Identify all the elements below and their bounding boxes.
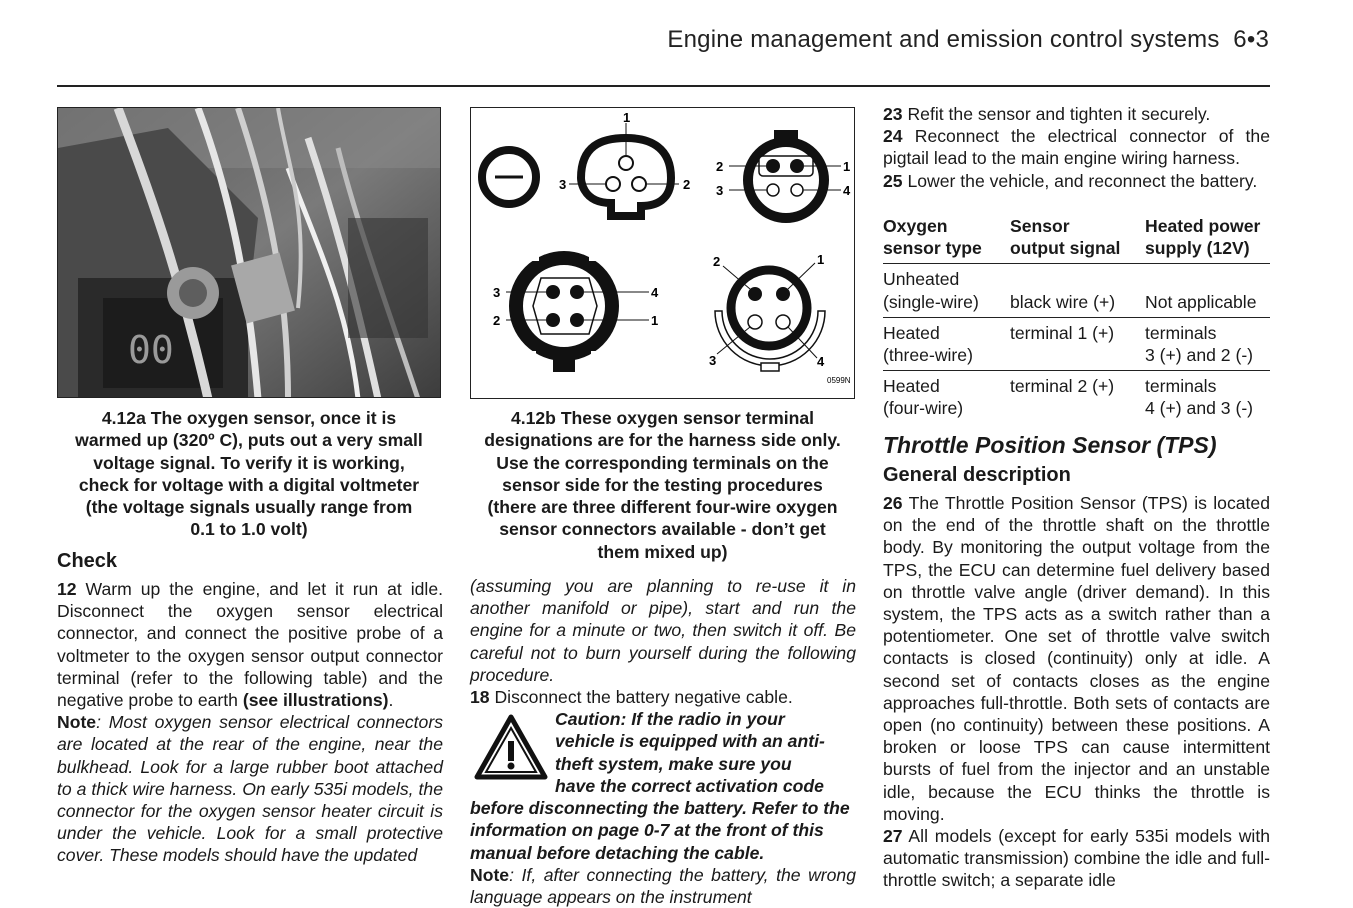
column-3-bottom — [883, 430, 1270, 892]
meter-display: 00 — [128, 328, 174, 372]
paragraph-number: 12 — [57, 579, 77, 599]
paragraph-text: Lower the vehicle, and reconnect the battery. — [902, 170, 1258, 191]
note-text: : Most oxygen sensor electrical connectors are located at the rear of the engine, near the bulkhead. Look for a large rubber boot attached to a thick wire harness. On early 535i models, the connector for the oxygen sensor heater circuit is under the vehicle. Look for a small protective cover. These models should have the updated — [57, 712, 443, 866]
paragraph-27 — [883, 825, 1270, 892]
terminal-diagram — [470, 107, 855, 399]
column-header: Oxygen sensor type — [883, 215, 1010, 264]
column-header: Sensor output signal — [1010, 215, 1145, 264]
note-paragraph — [57, 711, 443, 866]
caution-rest: before disconnecting the battery. Refer to the information on page 0-7 at the front of this manual before detaching the cable. — [470, 798, 850, 863]
note-label: Note — [470, 864, 510, 885]
paragraph-text: Warm up the engine, and let it run at idle. Disconnect the oxygen sensor electrical connector, and connect the positive probe of a voltmeter to the oxygen sensor output connector terminal (refer to the following table) and the negative probe to earth — [57, 579, 443, 711]
caption-line: sensor side for the testing procedures — [502, 474, 823, 495]
label-3: 3 — [716, 183, 724, 198]
caption-line: sensor connectors available - don’t get — [499, 519, 826, 540]
label-1: 1 — [843, 159, 851, 174]
paragraph-text: Disconnect the battery negative cable. — [489, 687, 793, 708]
note-paragraph — [470, 864, 856, 908]
minus-connector-icon — [482, 150, 536, 204]
paragraph-18 — [470, 686, 856, 708]
header-title: Engine management and emission control systems — [667, 26, 1220, 53]
caution-line: theft system, make sure you — [555, 753, 792, 774]
table-row — [883, 317, 1270, 370]
paragraph-number: 23 — [883, 104, 903, 124]
caption-line: 4.12a The oxygen sensor, once it is — [101, 408, 397, 428]
table-row — [883, 371, 1270, 424]
oxygen-sensor-table — [883, 215, 1270, 424]
label-4: 4 — [817, 354, 825, 369]
caption-line: Use the corresponding terminals on the — [496, 452, 829, 473]
label-4: 4 — [843, 183, 851, 198]
page-number: 6•3 — [1233, 26, 1269, 53]
label-1: 1 — [817, 252, 825, 267]
paragraph-number: 18 — [470, 687, 490, 708]
caution-line: Caution: If the radio in your — [555, 709, 785, 730]
table-cell: black wire (+) — [1010, 264, 1145, 317]
column-1 — [57, 548, 443, 867]
column-3-top — [883, 103, 1270, 192]
connector-diagram — [471, 108, 854, 398]
caption-line: 0.1 to 1.0 volt) — [190, 519, 308, 540]
caution-lines — [555, 708, 855, 797]
label-1: 1 — [651, 313, 659, 328]
oxygen-sensor-photo — [57, 107, 441, 398]
paragraph-26 — [883, 492, 1270, 825]
paragraph-bold-ref: (see illustrations) — [242, 690, 389, 711]
caution-line: vehicle is equipped with an anti- — [555, 731, 825, 752]
caption-line: voltage signal. To verify it is working, — [93, 452, 405, 473]
paragraph-text: Reconnect the electrical connector of the pigtail lead to the main engine wiring harness. — [883, 126, 1270, 169]
caption-line: designations are for the harness side only. — [484, 430, 841, 451]
paragraph-text: All models (except for early 535i models with automatic transmission) combine the idle and full-throttle switch; a separate idle — [883, 826, 1270, 891]
paragraph-12 — [57, 578, 443, 711]
paragraph-text: The Throttle Position Sensor (TPS) is located on the end of the throttle shaft on the throttle body. By monitoring the output voltage from the TPS, the ECU can determine fuel delivery based on throttle valve angle (driver demand). In this system, the TPS acts as a switch rather than a potentiometer. One set of throttle valve switch contacts is closed (continuity) only at idle. A second set of contacts closes as the engine approaches full-throttle. Both sets of contacts are open (no continuity) between these positions. A broken or loose TPS can cause intermittent bursts of fuel from the injector and an unstable idle, because the ECU thinks the throttle is moving. — [883, 493, 1270, 824]
table-cell: Unheated (single-wire) — [883, 264, 1010, 317]
table-header-row — [883, 215, 1270, 264]
paragraph-25 — [883, 170, 1270, 192]
continued-paragraph: (assuming you are planning to re-use it in another manifold or pipe), start and run the engine for a minute or two, then switch it off. Be careful not to burn yourself during the following procedure. — [470, 576, 856, 685]
caption-line: (the voltage signals usually range from — [85, 497, 413, 518]
sub-title: General description — [883, 464, 1071, 486]
paragraph-number: 25 — [883, 170, 903, 191]
paragraph-number: 26 — [883, 493, 903, 513]
label-3: 3 — [493, 285, 501, 300]
column-2 — [470, 575, 856, 908]
column-header: Heated power supply (12V) — [1145, 215, 1270, 264]
paragraph-end: . — [388, 690, 394, 711]
paragraph-number: 24 — [883, 126, 903, 147]
caption-line: warmed up (320º C), puts out a very small — [75, 430, 423, 451]
four-pin-round-connector-icon — [506, 251, 649, 372]
table-cell: Heated (four-wire) — [883, 376, 964, 419]
label-2: 2 — [683, 177, 691, 192]
diagram-code: 0599N — [827, 376, 851, 385]
table-cell: terminals 3 (+) and 2 (-) — [1145, 317, 1270, 370]
four-pin-connector-icon — [729, 130, 841, 218]
figure-b-caption — [470, 407, 855, 563]
table-cell: terminals 4 (+) and 3 (-) — [1145, 376, 1254, 419]
table-cell: Heated (three-wire) — [883, 317, 1010, 370]
section-title: Throttle Position Sensor (TPS) — [883, 432, 1217, 458]
table-cell: terminal 2 (+) — [1010, 376, 1115, 397]
note-text: : If, after connecting the battery, the wrong language appears on the instrument — [470, 864, 856, 908]
paragraph-text: Refit the sensor and tighten it securely. — [902, 104, 1211, 124]
note-label: Note — [57, 712, 97, 733]
paragraph-23 — [883, 103, 1270, 125]
header-rule — [57, 85, 1270, 87]
table-cell: Not applicable — [1145, 264, 1270, 317]
figure-a-caption — [57, 407, 441, 541]
photo-illustration — [58, 108, 441, 398]
label-2: 2 — [493, 313, 501, 328]
label-4: 4 — [651, 285, 659, 300]
label-3: 3 — [709, 353, 717, 368]
label-1: 1 — [623, 110, 631, 125]
running-header — [0, 26, 1269, 54]
caption-line: them mixed up) — [597, 541, 728, 562]
table-row — [883, 264, 1270, 317]
caption-line: (there are three different four-wire oxygen — [487, 497, 838, 518]
heading-check: Check — [57, 550, 118, 572]
label-2: 2 — [716, 159, 724, 174]
warning-triangle-icon — [474, 714, 548, 780]
three-pin-connector-icon — [569, 123, 679, 216]
label-2: 2 — [713, 254, 721, 269]
table-cell: terminal 1 (+) — [1010, 317, 1145, 370]
caption-line: check for voltage with a digital voltmeter — [78, 474, 420, 495]
caution-line: have the correct activation code — [555, 775, 824, 796]
paragraph-24 — [883, 125, 1270, 169]
four-pin-skirt-connector-icon — [715, 263, 825, 371]
label-3: 3 — [559, 177, 567, 192]
caution-box — [470, 708, 856, 797]
caption-line: 4.12b These oxygen sensor terminal — [510, 408, 815, 428]
paragraph-number: 27 — [883, 826, 903, 847]
